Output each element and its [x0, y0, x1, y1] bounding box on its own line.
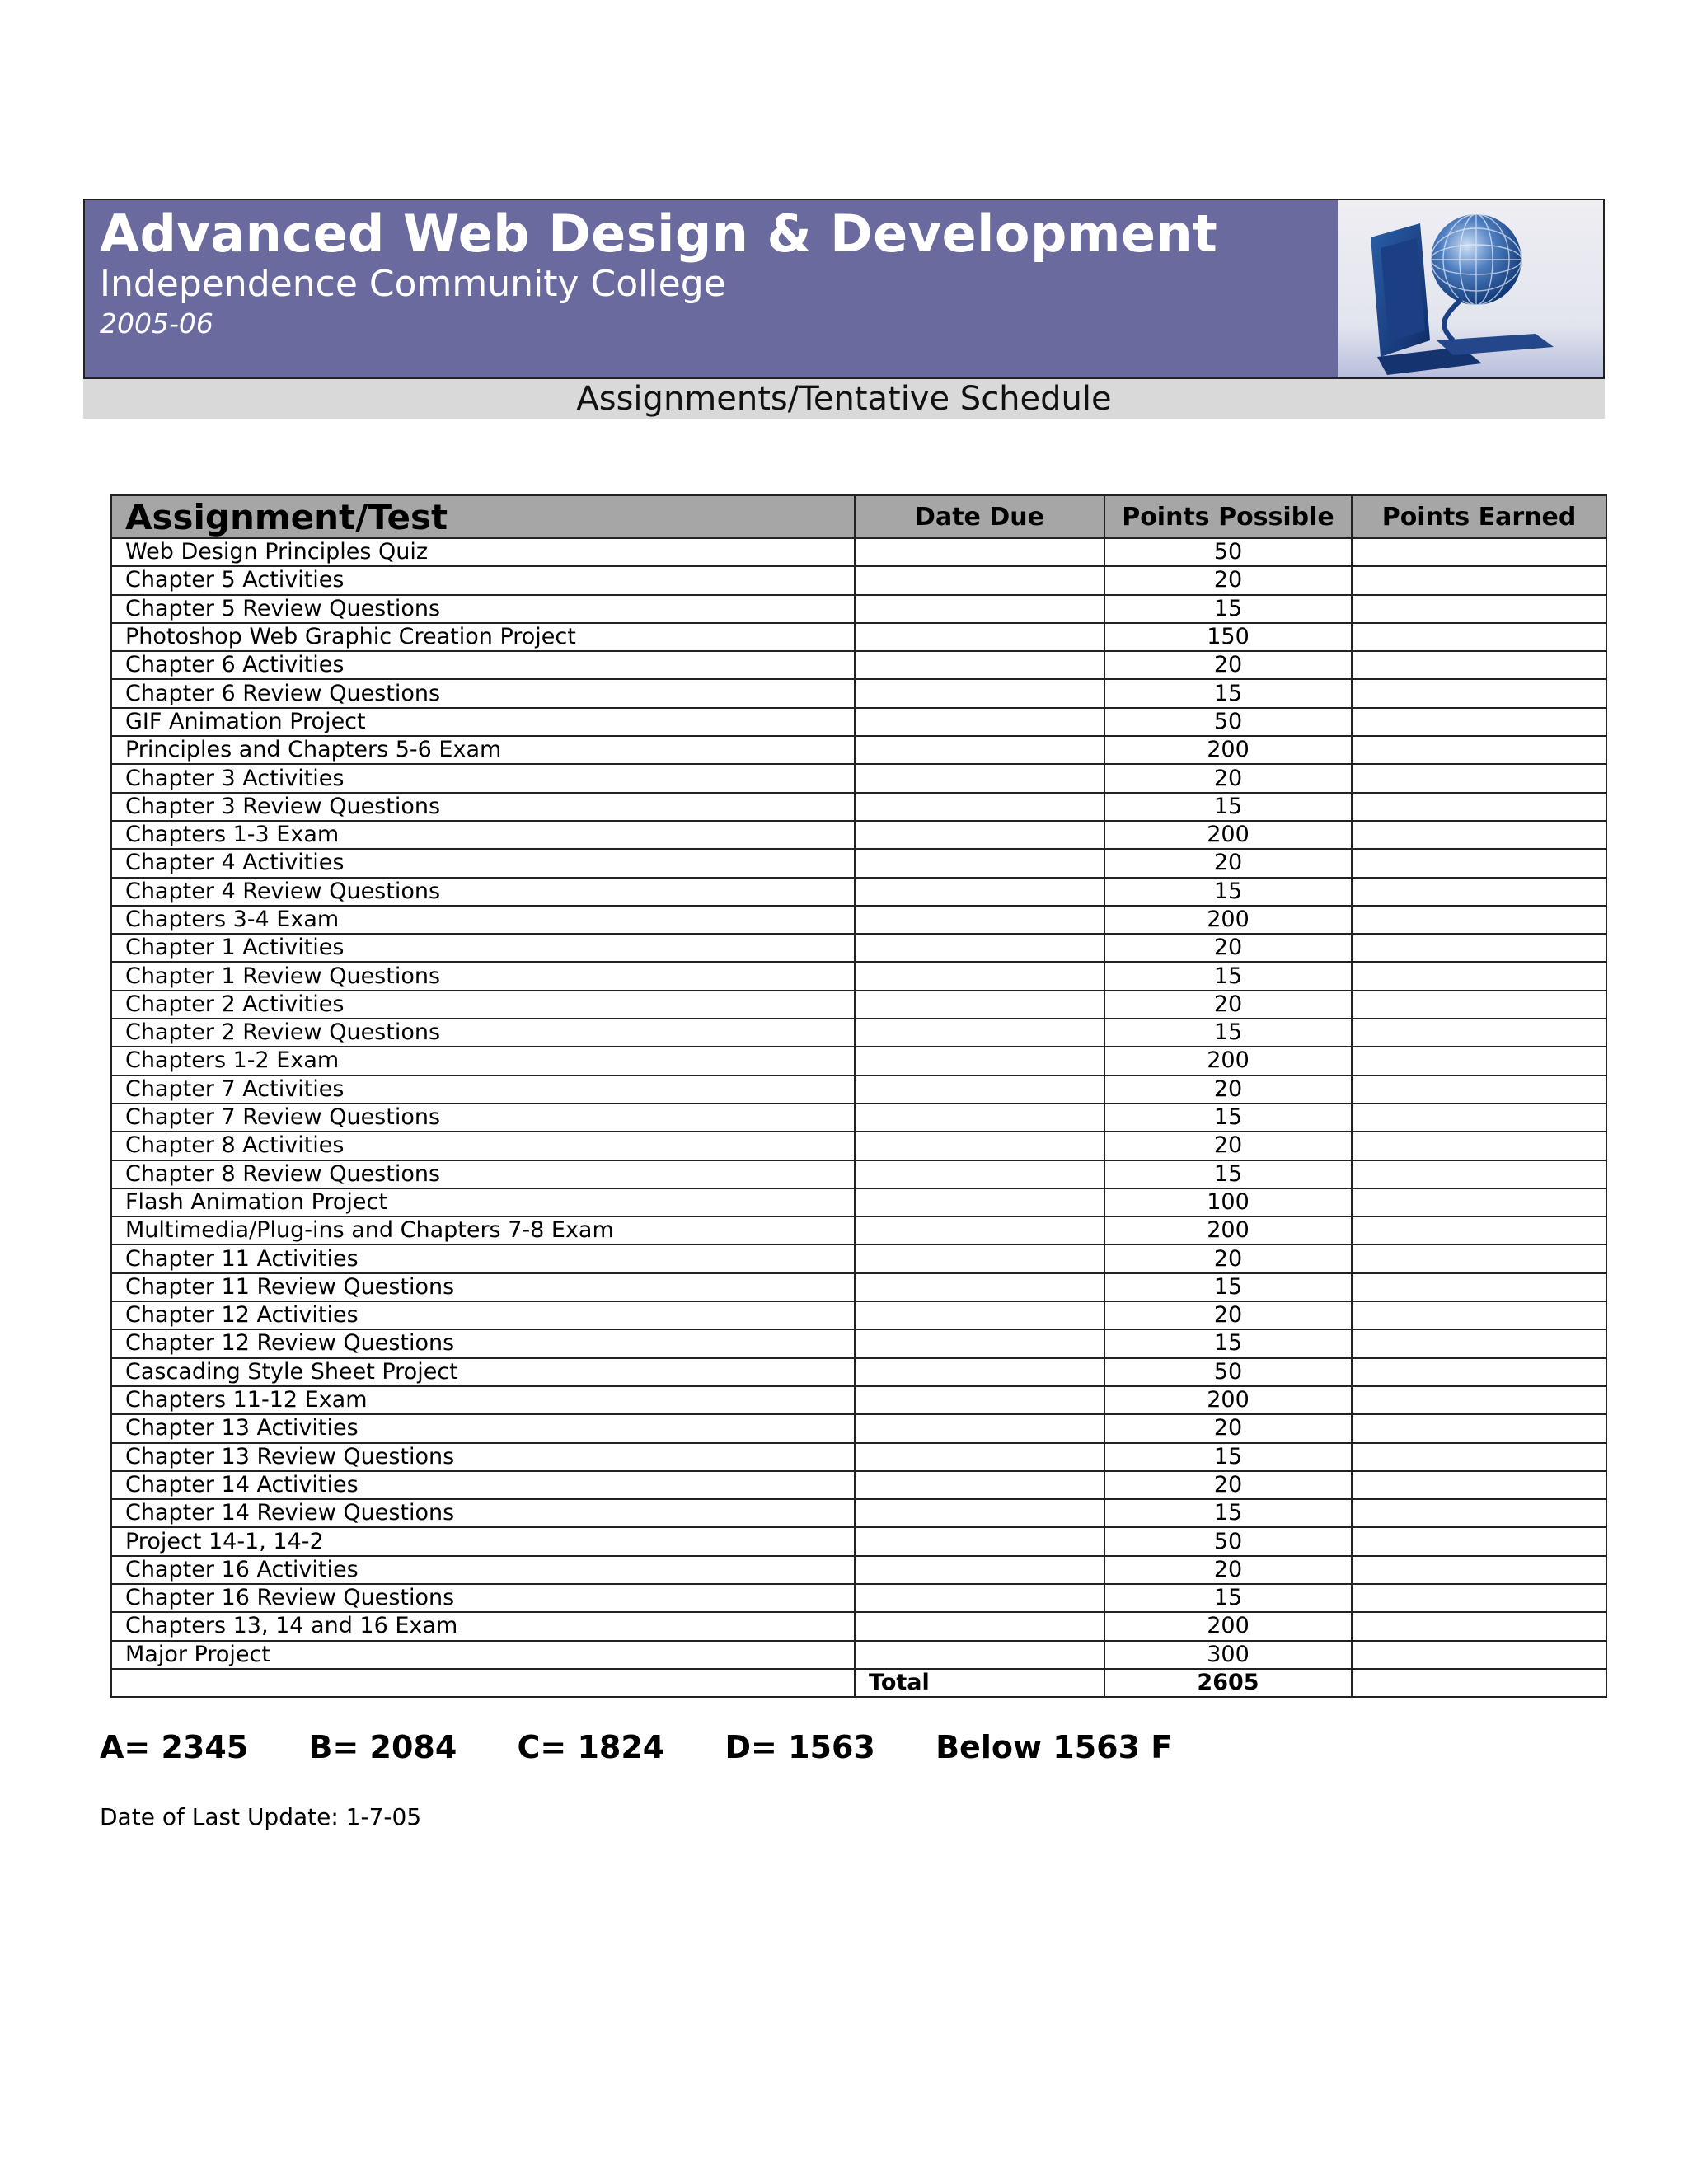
- assignment-cell: Flash Animation Project: [111, 1188, 855, 1216]
- points-possible-cell: 15: [1104, 878, 1352, 906]
- points-earned-cell: [1352, 1584, 1606, 1612]
- table-row: [111, 651, 1606, 679]
- assignment-cell: Chapters 13, 14 and 16 Exam: [111, 1612, 855, 1640]
- assignment-cell: Chapter 3 Review Questions: [111, 793, 855, 821]
- points-earned-cell: [1352, 1244, 1606, 1272]
- date-due-cell: [855, 708, 1104, 736]
- points-earned-cell: [1352, 1471, 1606, 1499]
- table-row: [111, 1104, 1606, 1132]
- points-earned-cell: [1352, 1358, 1606, 1386]
- table-row: [111, 1499, 1606, 1527]
- assignment-cell: Chapter 8 Review Questions: [111, 1160, 855, 1188]
- assignment-cell: Chapter 3 Activities: [111, 764, 855, 792]
- points-possible-cell: 15: [1104, 1443, 1352, 1471]
- column-header-points-possible: Points Possible: [1104, 495, 1352, 538]
- points-possible-cell: 150: [1104, 623, 1352, 651]
- assignment-table: [110, 494, 1607, 1698]
- course-banner: [83, 199, 1605, 379]
- date-due-cell: [855, 849, 1104, 877]
- total-points: 2605: [1104, 1669, 1352, 1697]
- assignment-cell: Chapter 12 Review Questions: [111, 1329, 855, 1357]
- points-possible-cell: 100: [1104, 1188, 1352, 1216]
- points-possible-cell: 15: [1104, 1104, 1352, 1132]
- points-possible-cell: 20: [1104, 1471, 1352, 1499]
- assignment-cell: Project 14-1, 14-2: [111, 1527, 855, 1555]
- date-due-cell: [855, 623, 1104, 651]
- date-due-cell: [855, 1641, 1104, 1669]
- points-earned-cell: [1352, 1273, 1606, 1301]
- table-row: [111, 1216, 1606, 1244]
- table-row: [111, 679, 1606, 707]
- table-row: [111, 736, 1606, 764]
- assignment-cell: Chapter 7 Activities: [111, 1076, 855, 1104]
- table-row: [111, 1443, 1606, 1471]
- column-header-points-earned: Points Earned: [1352, 495, 1606, 538]
- points-earned-cell: [1352, 1076, 1606, 1104]
- points-earned-cell: [1352, 991, 1606, 1019]
- table-row: [111, 1471, 1606, 1499]
- date-due-cell: [855, 1358, 1104, 1386]
- column-header-date-due: Date Due: [855, 495, 1104, 538]
- grade-a: A= 2345: [100, 1729, 249, 1765]
- points-possible-cell: 20: [1104, 934, 1352, 962]
- table-row: [111, 1584, 1606, 1612]
- table-row: [111, 1188, 1606, 1216]
- points-possible-cell: 15: [1104, 1584, 1352, 1612]
- points-earned-cell: [1352, 1329, 1606, 1357]
- table-row: [111, 793, 1606, 821]
- computer-monitor-globe-icon: [1338, 200, 1603, 377]
- points-possible-cell: 20: [1104, 566, 1352, 594]
- last-update: Date of Last Update: 1-7-05: [100, 1803, 422, 1830]
- points-earned-cell: [1352, 708, 1606, 736]
- date-due-cell: [855, 1019, 1104, 1047]
- points-earned-cell: [1352, 679, 1606, 707]
- points-possible-cell: 20: [1104, 849, 1352, 877]
- assignment-cell: Chapter 14 Activities: [111, 1471, 855, 1499]
- assignment-cell: Chapter 1 Review Questions: [111, 962, 855, 990]
- points-possible-cell: 300: [1104, 1641, 1352, 1669]
- points-possible-cell: 15: [1104, 1019, 1352, 1047]
- points-possible-cell: 15: [1104, 962, 1352, 990]
- date-due-cell: [855, 1443, 1104, 1471]
- table-row: [111, 1527, 1606, 1555]
- points-possible-cell: 20: [1104, 1414, 1352, 1442]
- assignment-cell: Cascading Style Sheet Project: [111, 1358, 855, 1386]
- points-earned-cell: [1352, 1612, 1606, 1640]
- points-earned-cell: [1352, 1019, 1606, 1047]
- college-name: Independence Community College: [100, 263, 726, 305]
- points-possible-cell: 15: [1104, 1329, 1352, 1357]
- column-header-assignment: Assignment/Test: [111, 495, 855, 538]
- date-due-cell: [855, 538, 1104, 566]
- date-due-cell: [855, 1556, 1104, 1584]
- date-due-cell: [855, 934, 1104, 962]
- points-earned-cell: [1352, 1499, 1606, 1527]
- points-earned-cell: [1352, 1047, 1606, 1075]
- points-earned-cell: [1352, 764, 1606, 792]
- points-possible-cell: 15: [1104, 1160, 1352, 1188]
- table-row: [111, 821, 1606, 849]
- table-row: [111, 1414, 1606, 1442]
- date-due-cell: [855, 906, 1104, 934]
- assignment-cell: Chapter 13 Review Questions: [111, 1443, 855, 1471]
- assignment-cell: Chapter 7 Review Questions: [111, 1104, 855, 1132]
- table-row: [111, 906, 1606, 934]
- date-due-cell: [855, 1612, 1104, 1640]
- points-earned-cell: [1352, 1641, 1606, 1669]
- total-blank-cell: [111, 1669, 855, 1697]
- assignment-cell: Photoshop Web Graphic Creation Project: [111, 623, 855, 651]
- table-row: [111, 849, 1606, 877]
- table-row: [111, 1047, 1606, 1075]
- assignment-cell: Web Design Principles Quiz: [111, 538, 855, 566]
- grade-f: Below 1563 F: [935, 1729, 1173, 1765]
- points-earned-cell: [1352, 651, 1606, 679]
- points-earned-cell: [1352, 566, 1606, 594]
- points-possible-cell: 15: [1104, 679, 1352, 707]
- date-due-cell: [855, 962, 1104, 990]
- points-earned-cell: [1352, 623, 1606, 651]
- points-earned-cell: [1352, 849, 1606, 877]
- assignment-cell: Chapters 1-2 Exam: [111, 1047, 855, 1075]
- points-earned-cell: [1352, 934, 1606, 962]
- assignment-cell: Chapter 4 Activities: [111, 849, 855, 877]
- date-due-cell: [855, 764, 1104, 792]
- table-row: [111, 1076, 1606, 1104]
- table-row: [111, 878, 1606, 906]
- date-due-cell: [855, 821, 1104, 849]
- date-due-cell: [855, 1047, 1104, 1075]
- assignment-cell: Chapters 1-3 Exam: [111, 821, 855, 849]
- table-row: [111, 708, 1606, 736]
- date-due-cell: [855, 1104, 1104, 1132]
- points-possible-cell: 20: [1104, 1301, 1352, 1329]
- total-earned-cell: [1352, 1669, 1606, 1697]
- date-due-cell: [855, 991, 1104, 1019]
- grade-d: D= 1563: [724, 1729, 875, 1765]
- date-due-cell: [855, 1386, 1104, 1414]
- table-row: [111, 764, 1606, 792]
- points-possible-cell: 20: [1104, 1556, 1352, 1584]
- assignment-cell: Chapter 4 Review Questions: [111, 878, 855, 906]
- table-row: [111, 1329, 1606, 1357]
- date-due-cell: [855, 1301, 1104, 1329]
- table-row: [111, 1244, 1606, 1272]
- table-row: [111, 1386, 1606, 1414]
- assignment-cell: Chapter 2 Review Questions: [111, 1019, 855, 1047]
- points-possible-cell: 200: [1104, 736, 1352, 764]
- date-due-cell: [855, 1160, 1104, 1188]
- assignment-cell: GIF Animation Project: [111, 708, 855, 736]
- date-due-cell: [855, 1188, 1104, 1216]
- assignment-cell: Chapters 11-12 Exam: [111, 1386, 855, 1414]
- points-earned-cell: [1352, 1556, 1606, 1584]
- assignment-cell: Chapter 16 Activities: [111, 1556, 855, 1584]
- table-row: [111, 1132, 1606, 1160]
- course-title: Advanced Web Design & Development: [100, 204, 1218, 264]
- points-possible-cell: 200: [1104, 1386, 1352, 1414]
- points-earned-cell: [1352, 1188, 1606, 1216]
- points-possible-cell: 15: [1104, 1499, 1352, 1527]
- date-due-cell: [855, 1414, 1104, 1442]
- points-possible-cell: 50: [1104, 538, 1352, 566]
- points-earned-cell: [1352, 1301, 1606, 1329]
- points-possible-cell: 20: [1104, 1076, 1352, 1104]
- table-row: [111, 934, 1606, 962]
- total-label: Total: [855, 1669, 1104, 1697]
- table-row: [111, 962, 1606, 990]
- date-due-cell: [855, 1499, 1104, 1527]
- table-row: [111, 595, 1606, 623]
- points-earned-cell: [1352, 1216, 1606, 1244]
- assignment-cell: Chapter 5 Activities: [111, 566, 855, 594]
- points-earned-cell: [1352, 821, 1606, 849]
- table-row: [111, 538, 1606, 566]
- date-due-cell: [855, 1216, 1104, 1244]
- table-row: [111, 1358, 1606, 1386]
- date-due-cell: [855, 793, 1104, 821]
- table-row: [111, 623, 1606, 651]
- assignment-cell: Chapter 6 Activities: [111, 651, 855, 679]
- points-earned-cell: [1352, 1132, 1606, 1160]
- points-possible-cell: 200: [1104, 1047, 1352, 1075]
- points-possible-cell: 20: [1104, 991, 1352, 1019]
- assignment-cell: Chapter 16 Review Questions: [111, 1584, 855, 1612]
- date-due-cell: [855, 1273, 1104, 1301]
- points-possible-cell: 20: [1104, 1244, 1352, 1272]
- points-earned-cell: [1352, 736, 1606, 764]
- date-due-cell: [855, 1076, 1104, 1104]
- points-earned-cell: [1352, 878, 1606, 906]
- points-earned-cell: [1352, 1160, 1606, 1188]
- points-earned-cell: [1352, 1386, 1606, 1414]
- points-earned-cell: [1352, 595, 1606, 623]
- total-row: [111, 1669, 1606, 1697]
- points-earned-cell: [1352, 1443, 1606, 1471]
- date-due-cell: [855, 878, 1104, 906]
- grade-c: C= 1824: [517, 1729, 665, 1765]
- table-row: [111, 1273, 1606, 1301]
- date-due-cell: [855, 1132, 1104, 1160]
- assignment-cell: Chapters 3-4 Exam: [111, 906, 855, 934]
- points-possible-cell: 50: [1104, 1358, 1352, 1386]
- date-due-cell: [855, 736, 1104, 764]
- assignment-cell: Chapter 11 Review Questions: [111, 1273, 855, 1301]
- assignment-cell: Multimedia/Plug-ins and Chapters 7-8 Exam: [111, 1216, 855, 1244]
- points-earned-cell: [1352, 1414, 1606, 1442]
- points-possible-cell: 200: [1104, 1216, 1352, 1244]
- table-row: [111, 1160, 1606, 1188]
- assignment-cell: Chapter 13 Activities: [111, 1414, 855, 1442]
- date-due-cell: [855, 595, 1104, 623]
- points-possible-cell: 15: [1104, 595, 1352, 623]
- table-row: [111, 1019, 1606, 1047]
- assignment-cell: Major Project: [111, 1641, 855, 1669]
- date-due-cell: [855, 1329, 1104, 1357]
- date-due-cell: [855, 566, 1104, 594]
- table-row: [111, 1641, 1606, 1669]
- points-possible-cell: 50: [1104, 1527, 1352, 1555]
- date-due-cell: [855, 1471, 1104, 1499]
- points-earned-cell: [1352, 962, 1606, 990]
- points-possible-cell: 50: [1104, 708, 1352, 736]
- points-possible-cell: 15: [1104, 1273, 1352, 1301]
- assignment-cell: Chapter 14 Review Questions: [111, 1499, 855, 1527]
- table-row: [111, 1612, 1606, 1640]
- grade-b: B= 2084: [308, 1729, 457, 1765]
- points-possible-cell: 20: [1104, 1132, 1352, 1160]
- academic-year: 2005-06: [100, 307, 213, 340]
- assignment-cell: Chapter 12 Activities: [111, 1301, 855, 1329]
- assignment-cell: Principles and Chapters 5-6 Exam: [111, 736, 855, 764]
- assignment-cell: Chapter 2 Activities: [111, 991, 855, 1019]
- grade-scale: [100, 1729, 1221, 1765]
- points-earned-cell: [1352, 906, 1606, 934]
- schedule-title: Assignments/Tentative Schedule: [83, 379, 1605, 419]
- date-due-cell: [855, 679, 1104, 707]
- points-earned-cell: [1352, 538, 1606, 566]
- points-possible-cell: 200: [1104, 1612, 1352, 1640]
- points-earned-cell: [1352, 793, 1606, 821]
- date-due-cell: [855, 1527, 1104, 1555]
- date-due-cell: [855, 1244, 1104, 1272]
- points-earned-cell: [1352, 1527, 1606, 1555]
- table-row: [111, 566, 1606, 594]
- assignment-cell: Chapter 1 Activities: [111, 934, 855, 962]
- points-possible-cell: 200: [1104, 821, 1352, 849]
- points-possible-cell: 200: [1104, 906, 1352, 934]
- date-due-cell: [855, 1584, 1104, 1612]
- table-body: [111, 538, 1606, 1669]
- date-due-cell: [855, 651, 1104, 679]
- table-row: [111, 1301, 1606, 1329]
- table-row: [111, 1556, 1606, 1584]
- points-possible-cell: 20: [1104, 651, 1352, 679]
- assignment-cell: Chapter 8 Activities: [111, 1132, 855, 1160]
- points-possible-cell: 15: [1104, 793, 1352, 821]
- points-earned-cell: [1352, 1104, 1606, 1132]
- points-possible-cell: 20: [1104, 764, 1352, 792]
- assignment-cell: Chapter 6 Review Questions: [111, 679, 855, 707]
- table-row: [111, 991, 1606, 1019]
- assignment-cell: Chapter 5 Review Questions: [111, 595, 855, 623]
- table-header-row: [111, 495, 1606, 538]
- assignment-cell: Chapter 11 Activities: [111, 1244, 855, 1272]
